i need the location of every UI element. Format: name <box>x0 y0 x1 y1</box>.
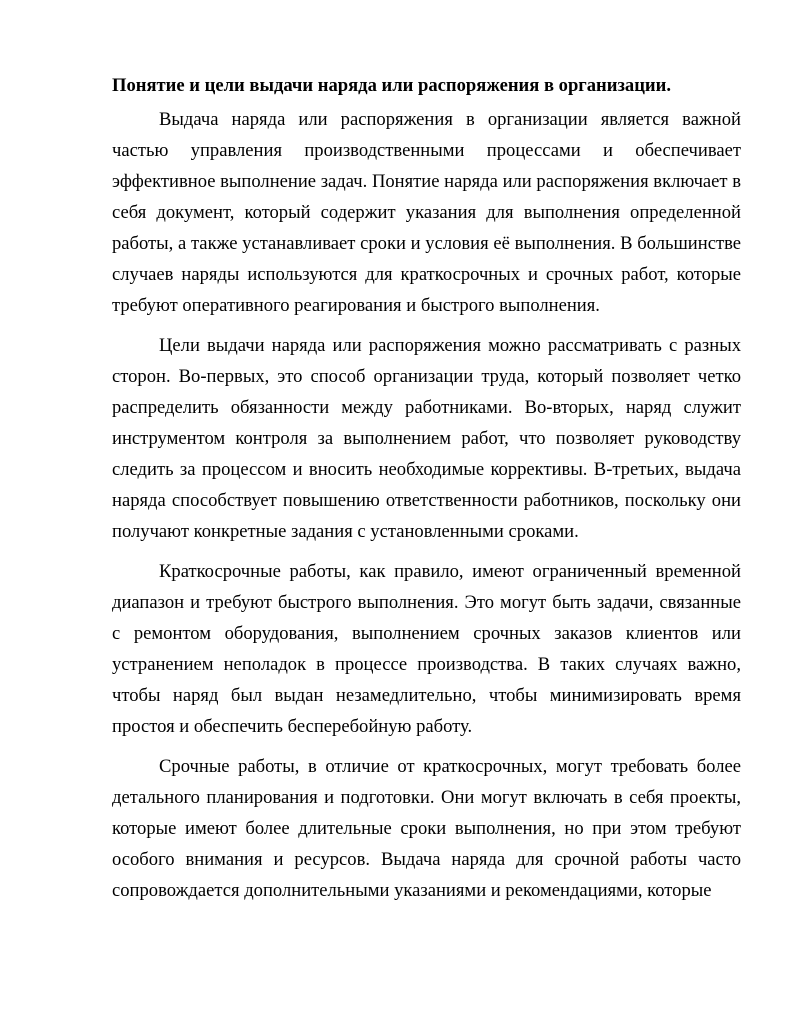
paragraph-1: Выдача наряда или распоряжения в организации является важной частью управления производственными процессами и обеспечивает эффективное выполнение задач. Понятие наряда или распоряжения включает в себя документ, который содержит указания для выполнения определенной работы, а также устанавливает сроки и условия её выполнения. В большинстве случаев наряды используются для краткосрочных и срочных работ, которые требуют оперативного реагирования и быстрого выполнения. <box>112 109 741 316</box>
paragraph-3: Краткосрочные работы, как правило, имеют ограниченный временной диапазон и требуют быстрого выполнения. Это могут быть задачи, связанные с ремонтом оборудования, выполнением срочных заказов клиентов или устранением неполадок в процессе производства. В таких случаях важно, чтобы наряд был выдан незамедлительно, чтобы минимизировать время простоя и обеспечить бесперебойную работу. <box>112 561 741 737</box>
paragraph-4: Срочные работы, в отличие от краткосрочных, могут требовать более детального планирования и подготовки. Они могут включать в себя проекты, которые имеют более длительные сроки выполнения, но при этом требуют особого внимания и ресурсов. Выдача наряда для срочной работы часто сопровождается дополнительными указаниями и рекомендациями, которые <box>112 756 741 901</box>
document-body <box>112 72 741 915</box>
document-heading: Понятие и цели выдачи наряда или распоряжения в организации. <box>112 75 672 96</box>
paragraph-2: Цели выдачи наряда или распоряжения можно рассматривать с разных сторон. Во-первых, это способ организации труда, который позволяет четко распределить обязанности между работниками. Во-вторых, наряд служит инструментом контроля за выполнением работ, что позволяет руководству следить за процессом и вносить необходимые коррективы. В-третьих, выдача наряда способствует повышению ответственности работников, поскольку они получают конкретные задания с установленными сроками. <box>112 335 741 542</box>
